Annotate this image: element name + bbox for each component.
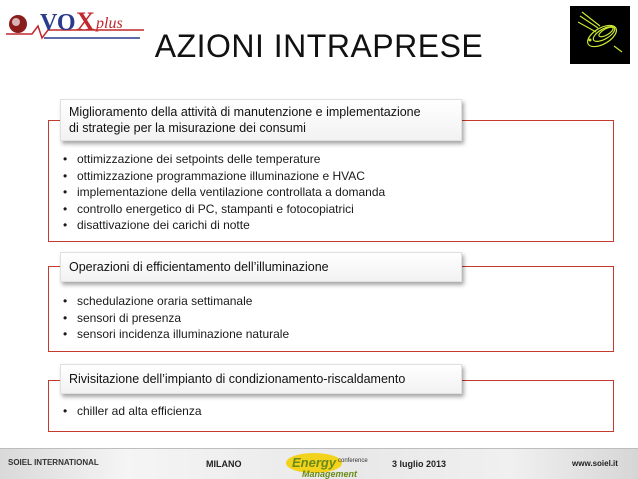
list-item: • sensori incidenza illuminazione naturale	[63, 327, 290, 341]
energy-management-logo	[284, 451, 374, 479]
section-header-maintenance: Miglioramento della attività di manutenzione e implementazione di strategie per la misurazione dei consumi	[60, 99, 462, 141]
page-title: AZIONI INTRAPRESE	[154, 28, 484, 64]
bullet-list	[63, 151, 385, 234]
svg-text:Management: Management	[302, 469, 358, 479]
footer-url: www.soiel.it	[572, 459, 618, 468]
bullet-list	[63, 403, 202, 420]
section-header-hvac: Rivisitazione dell’impianto di condizionamento-riscaldamento	[60, 364, 462, 394]
svg-text:VO: VO	[40, 10, 76, 36]
footer-date: 3 luglio 2013	[392, 459, 447, 469]
footer-city: MILANO	[206, 459, 242, 469]
list-item: • ottimizzazione programmazione illuminazione e HVAC	[63, 168, 365, 183]
svg-text:conference: conference	[338, 458, 368, 464]
list-item: • implementazione della ventilazione controllata a domanda	[63, 185, 386, 199]
list-item: • schedulazione oraria settimanale	[63, 294, 253, 308]
list-item: • disattivazione dei carichi di notte	[63, 218, 250, 232]
list-item: • controllo energetico di PC, stampanti e fotocopiatrici	[63, 201, 354, 216]
footer-org: SOIEL INTERNATIONAL	[8, 458, 99, 467]
list-item: • ottimizzazione dei setpoints delle temperature	[63, 152, 321, 166]
svg-text:X: X	[76, 7, 95, 36]
svg-text:plus: plus	[96, 15, 123, 32]
bullet-list	[63, 293, 289, 343]
section-header-lighting: Operazioni di efficientamento dell’illuminazione	[60, 252, 462, 282]
list-item: • chiller ad alta efficienza	[63, 404, 202, 418]
list-item: • sensori di presenza	[63, 310, 182, 325]
svg-text:Energy: Energy	[292, 455, 337, 470]
